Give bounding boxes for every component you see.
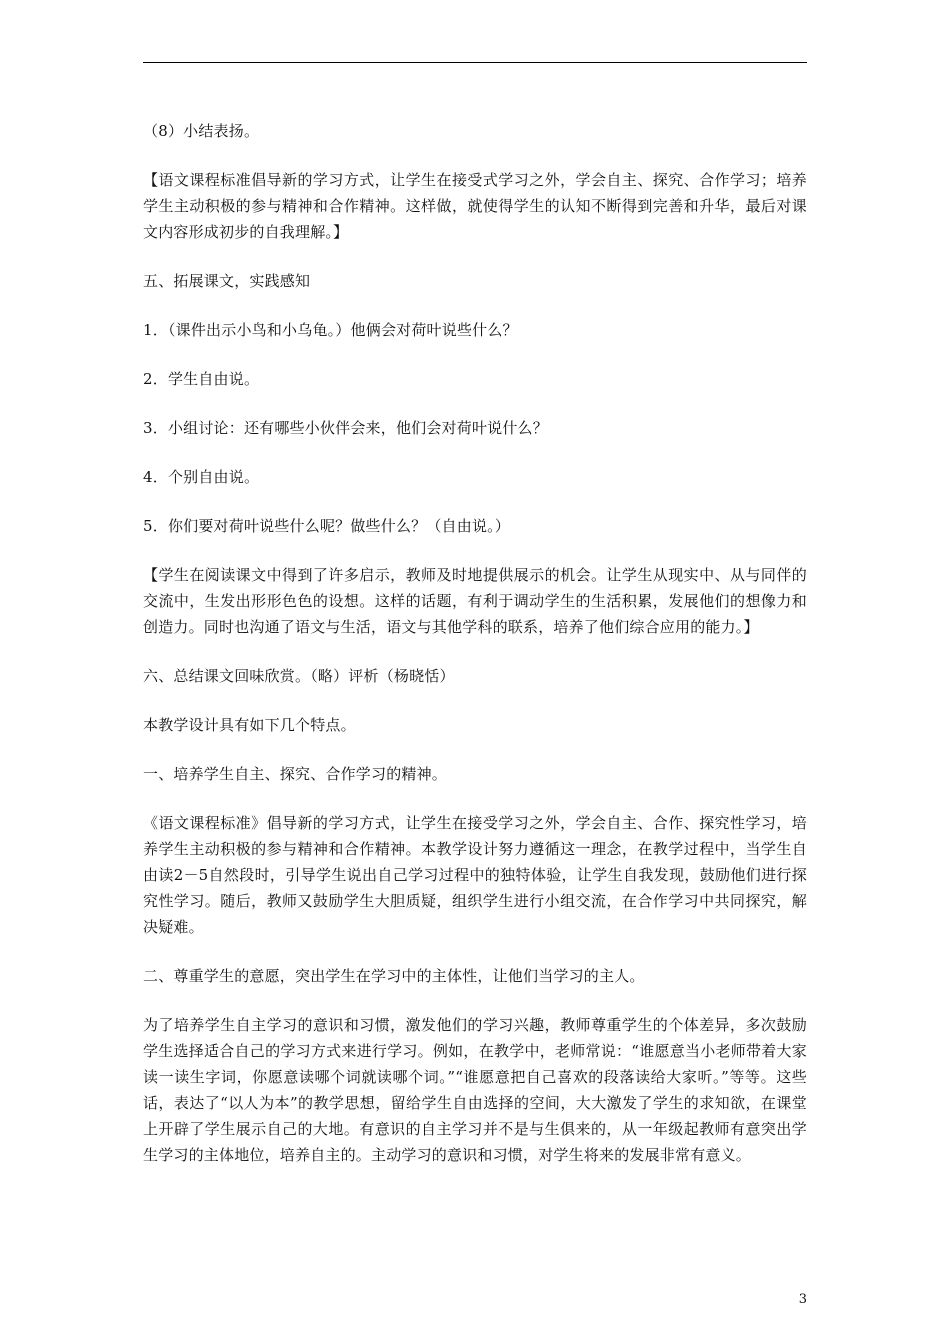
list-item: 3．小组讨论：还有哪些小伙伴会来，他们会对荷叶说什么？ (143, 419, 548, 437)
section-heading: 一、培养学生自主、探究、合作学习的精神。 (143, 765, 448, 783)
paragraph: 【学生在阅读课文中得到了许多启示，教师及时地提供展示的机会。让学生从现实中、从与同伴的交流中，生发出形形色色的设想。这样的话题，有利于调动学生的生活积累，发展他们的想像力和创造力。同时也沟通了语文与生活，语文与其他学科的联系，培养了他们综合应用的能力。】 (143, 566, 807, 636)
section-heading: 五、拓展课文，实践感知 (143, 272, 311, 290)
section-heading: 二、尊重学生的意愿，突出学生在学习中的主体性，让他们当学习的主人。 (143, 967, 645, 985)
paragraph: 《语文课程标准》倡导新的学习方式，让学生在接受学习之外，学会自主、合作、探究性学习，培养学生主动积极的参与精神和合作精神。本教学设计努力遵循这一理念，在教学过程中，当学生自由读2－5自然段时，引导学生说出自己学习过程中的独特体验，让学生自我发现，鼓励他们进行探究性学习。随后，教师又鼓励学生大胆质疑，组织学生进行小组交流，在合作学习中共同探究，解决疑难。 (143, 814, 807, 936)
paragraph: （8）小结表扬。 (143, 122, 260, 140)
paragraph: 【语文课程标准倡导新的学习方式，让学生在接受式学习之外，学会自主、探究、合作学习；培养学生主动积极的参与精神和合作精神。这样做，就使得学生的认知不断得到完善和升华，最后对课文内容形成初步的自我理解。】 (143, 171, 807, 241)
paragraph: 为了培养学生自主学习的意识和习惯，激发他们的学习兴趣，教师尊重学生的个体差异，多次鼓励学生选择适合自己的学习方式来进行学习。例如，在教学中，老师常说：“谁愿意当小老师带着大家读一读生字词，你愿意读哪个词就读哪个词。”“谁愿意把自己喜欢的段落读给大家听。”等等。这些话，表达了“以人为本”的教学思想，留给学生自由选择的空间，大大激发了学生的求知欲，在课堂上开辟了学生展示自己的大地。有意识的自主学习并不是与生俱来的，从一年级起教师有意突出学生学习的主体地位，培养自主的。主动学习的意识和习惯，对学生将来的发展非常有意义。 (143, 1016, 807, 1164)
header-rule (143, 62, 807, 63)
page-number: 3 (798, 1292, 807, 1307)
list-item: 5．你们要对荷叶说些什么呢？做些什么？（自由说。） (143, 517, 511, 535)
section-heading: 六、总结课文回味欣赏。（略）评析（杨晓恬） (143, 667, 455, 685)
paragraph: 本教学设计具有如下几个特点。 (143, 716, 356, 734)
list-item: 4．个别自由说。 (143, 468, 260, 486)
list-item: 1．（课件出示小鸟和小乌龟。）他俩会对荷叶说些什么？ (143, 321, 518, 339)
list-item: 2．学生自由说。 (143, 370, 260, 388)
document-body (143, 118, 807, 1168)
